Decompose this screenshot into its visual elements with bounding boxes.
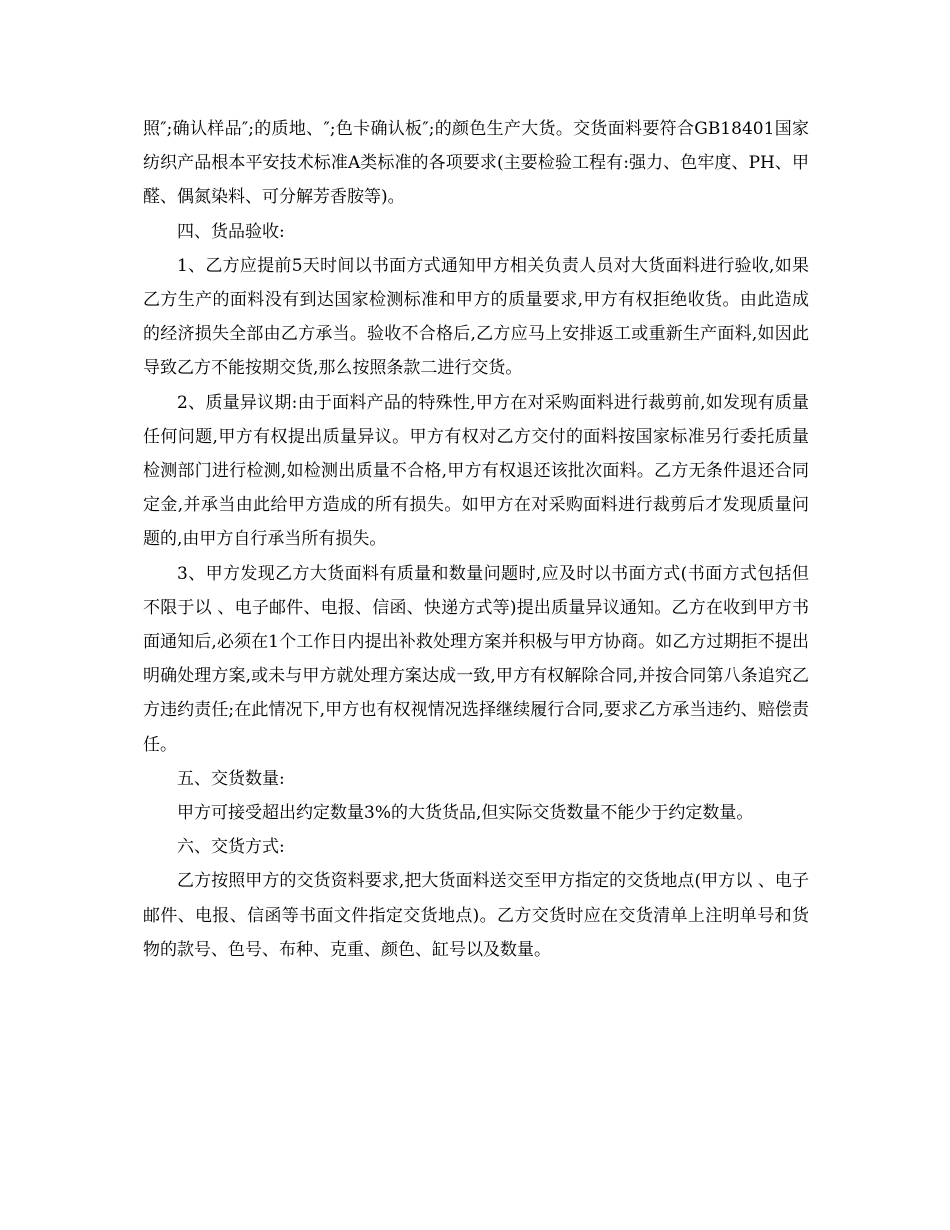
document-page	[143, 112, 809, 967]
section-heading-delivery-method: 六、交货方式:	[177, 837, 285, 858]
paragraph-color-requirements: 照″;确认样品″;的质地、″;色卡确认板″;的颜色生产大货。交货面料要符合GB18401国家纺织产品根本平安技术标准A类标准的各项要求(主要检验工程有:强力、色牢度、PH、甲醛、偶氮染料、可分解芳香胺等)。	[143, 119, 809, 208]
section-heading-quantity: 五、交货数量:	[177, 768, 285, 789]
paragraph-quantity-tolerance: 甲方可接受超出约定数量3%的大货货品,但实际交货数量不能少于约定数量。	[177, 803, 754, 824]
paragraph-acceptance-notice: 1、乙方应提前5天时间以书面方式通知甲方相关负责人员对大货面料进行验收,如果乙方生产的面料没有到达国家检测标准和甲方的质量要求,甲方有权拒绝收货。由此造成的经济损失全部由乙方承当。验收不合格后,乙方应马上安排返工或重新生产面料,如因此导致乙方不能按期交货,那么按照条款二进行交货。	[143, 255, 809, 379]
paragraph-quality-objection-notice: 3、甲方发现乙方大货面料有质量和数量问题时,应及时以书面方式(书面方式包括但不限于以 、电子邮件、电报、信函、快递方式等)提出质量异议通知。乙方在收到甲方书面通知后,必须在1个工作日内提出补救处理方案并积极与甲方协商。如乙方过期拒不提出明确处理方案,或未与甲方就处理方案达成一致,甲方有权解除合同,并按合同第八条追究乙方违约责任;在此情况下,甲方也有权视情况选择继续履行合同,要求乙方承当违约、赔偿责任。	[143, 563, 809, 755]
paragraph-quality-objection-period: 2、质量异议期:由于面料产品的特殊性,甲方在对采购面料进行裁剪前,如发现有质量任何问题,甲方有权提出质量异议。甲方有权对乙方交付的面料按国家标准另行委托质量检测部门进行检测,如检测出质量不合格,甲方有权退还该批次面料。乙方无条件退还合同定金,并承当由此给甲方造成的所有损失。如甲方在对采购面料进行裁剪后才发现质量问题的,由甲方自行承当所有损失。	[143, 392, 809, 550]
paragraph-delivery-method: 乙方按照甲方的交货资料要求,把大货面料送交至甲方指定的交货地点(甲方以 、电子邮件、电报、信函等书面文件指定交货地点)。乙方交货时应在交货清单上注明单号和货物的款号、色号、布种、克重、颜色、缸号以及数量。	[143, 871, 809, 960]
section-heading-acceptance: 四、货品验收:	[177, 221, 285, 242]
